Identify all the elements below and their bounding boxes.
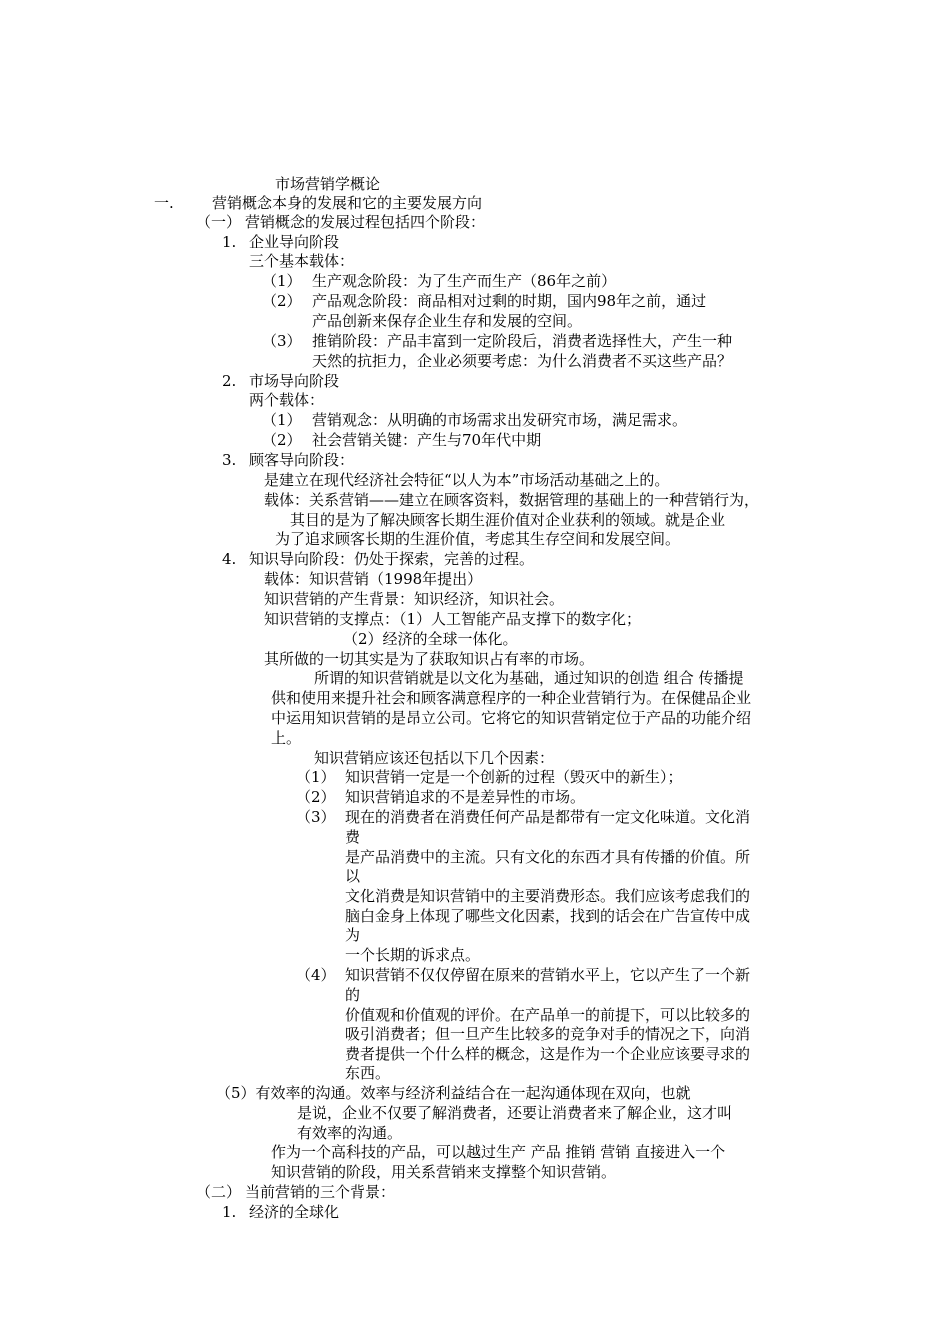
line-number: 一. [154,194,174,212]
text-line: 是说，企业不仅要了解消费者，还要让消费者来了解企业，这才叫 [297,1104,733,1122]
text-line: 费者提供一个什么样的概念，这是作为一个企业应该要寻求的 [345,1045,751,1063]
text-line: 知识营销不仅仅停留在原来的营销水平上，它以产生了一个新 [345,966,751,984]
text-line: 市场导向阶段 [249,372,340,390]
line-number: 1. [222,233,237,251]
text-line: 两个载体： [249,391,325,409]
subsection-heading: 营销概念的发展过程包括四个阶段： [245,213,486,231]
text-line: 是产品消费中的主流。只有文化的东西才具有传播的价值。所 [345,848,751,866]
text-line: 为了追求顾客长期的生涯价值，考虑其生存空间和发展空间。 [275,530,681,548]
text-line: 的 [345,986,361,1004]
text-line: 为 [345,926,361,944]
line-number: （1） [262,411,302,429]
text-line: 三个基本载体： [249,252,355,270]
text-line: 知识导向阶段：仍处于探索，完善的过程。 [249,550,535,568]
line-number: （1） [296,768,336,786]
text-line: 其目的是为了解决顾客长期生涯价值对企业获利的领域。就是企业 [290,511,726,529]
text-line: 价值观和价值观的评价。在产品单一的前提下，可以比较多的 [345,1006,751,1024]
text-line: 东西。 [345,1064,391,1082]
text-line: 吸引消费者；但一旦产生比较多的竞争对手的情况之下，向消 [345,1025,751,1043]
text-line: （5）有效率的沟通。效率与经济利益结合在一起沟通体现在双向，也就 [216,1084,691,1102]
text-line: 知识营销追求的不是差异性的市场。 [345,788,586,806]
text-line: 载体：知识营销（1998年提出） [264,570,483,588]
text-line: 生产观念阶段：为了生产而生产（86年之前） [312,272,617,290]
text-line: 上。 [271,729,302,747]
text-line: 知识营销的支撑点：（1）人工智能产品支撑下的数字化； [264,610,642,628]
text-line: 知识营销一定是一个创新的过程（毁灭中的新生）； [345,768,683,786]
text-line: 有效率的沟通。 [297,1124,403,1142]
line-number: （3） [296,808,336,826]
text-line: 知识营销的产生背景：知识经济，知识社会。 [264,590,565,608]
text-line: （2）经济的全球一体化。 [343,630,518,648]
text-line: 以 [345,867,361,885]
text-line: 营销观念：从明确的市场需求出发研究市场，满足需求。 [312,411,688,429]
text-line: 社会营销关键：产生与70年代中期 [312,431,542,449]
section-heading: 营销概念本身的发展和它的主要发展方向 [212,194,483,212]
text-line: 作为一个高科技的产品，可以越过生产 产品 推销 营销 直接进入一个 [271,1143,726,1161]
text-line: 顾客导向阶段： [249,451,355,469]
line-number: 3. [222,451,237,469]
text-line: 现在的消费者在消费任何产品是都带有一定文化味道。文化消 [345,808,751,826]
line-number: 2. [222,372,237,390]
subsection-heading: 当前营销的三个背景： [245,1183,396,1201]
line-number: （一） [196,213,242,231]
text-line: 是建立在现代经济社会特征“以人为本”市场活动基础之上的。 [264,471,670,489]
text-line: 经济的全球化 [249,1203,340,1221]
line-number: （4） [296,966,336,984]
text-line: 知识营销应该还包括以下几个因素： [314,749,555,767]
line-number: （2） [262,292,302,310]
doc-title: 市场营销学概论 [275,175,381,193]
text-line: 企业导向阶段 [249,233,340,251]
line-number: （二） [196,1183,242,1201]
text-line: 产品观念阶段：商品相对过剩的时期，国内98年之前，通过 [312,292,707,310]
text-line: 费 [345,828,361,846]
text-line: 推销阶段：产品丰富到一定阶段后，消费者选择性大，产生一种 [312,332,733,350]
text-line: 天然的抗拒力，企业必须要考虑：为什么消费者不买这些产品？ [312,352,733,370]
text-line: 中运用知识营销的是昂立公司。它将它的知识营销定位于产品的功能介绍 [271,709,752,727]
line-number: （1） [262,272,302,290]
line-number: （3） [262,332,302,350]
line-number: 1. [222,1203,237,1221]
text-line: 载体：关系营销——建立在顾客资料，数据管理的基础上的一种营销行为， [264,491,760,509]
text-line: 知识营销的阶段，用关系营销来支撑整个知识营销。 [271,1163,617,1181]
text-line: 所谓的知识营销就是以文化为基础，通过知识的创造 组合 传播提 [314,669,744,687]
text-line: 其所做的一切其实是为了获取知识占有率的市场。 [264,650,595,668]
line-number: （2） [296,788,336,806]
text-line: 脑白金身上体现了哪些文化因素，找到的话会在广告宣传中成 [345,907,751,925]
text-line: 产品创新来保存企业生存和发展的空间。 [312,312,583,330]
text-line: 一个长期的诉求点。 [345,946,481,964]
line-number: 4. [222,550,237,568]
text-line: 供和使用来提升社会和顾客满意程序的一种企业营销行为。在保健品企业 [271,689,752,707]
text-line: 文化消费是知识营销中的主要消费形态。我们应该考虑我们的 [345,887,751,905]
line-number: （2） [262,431,302,449]
